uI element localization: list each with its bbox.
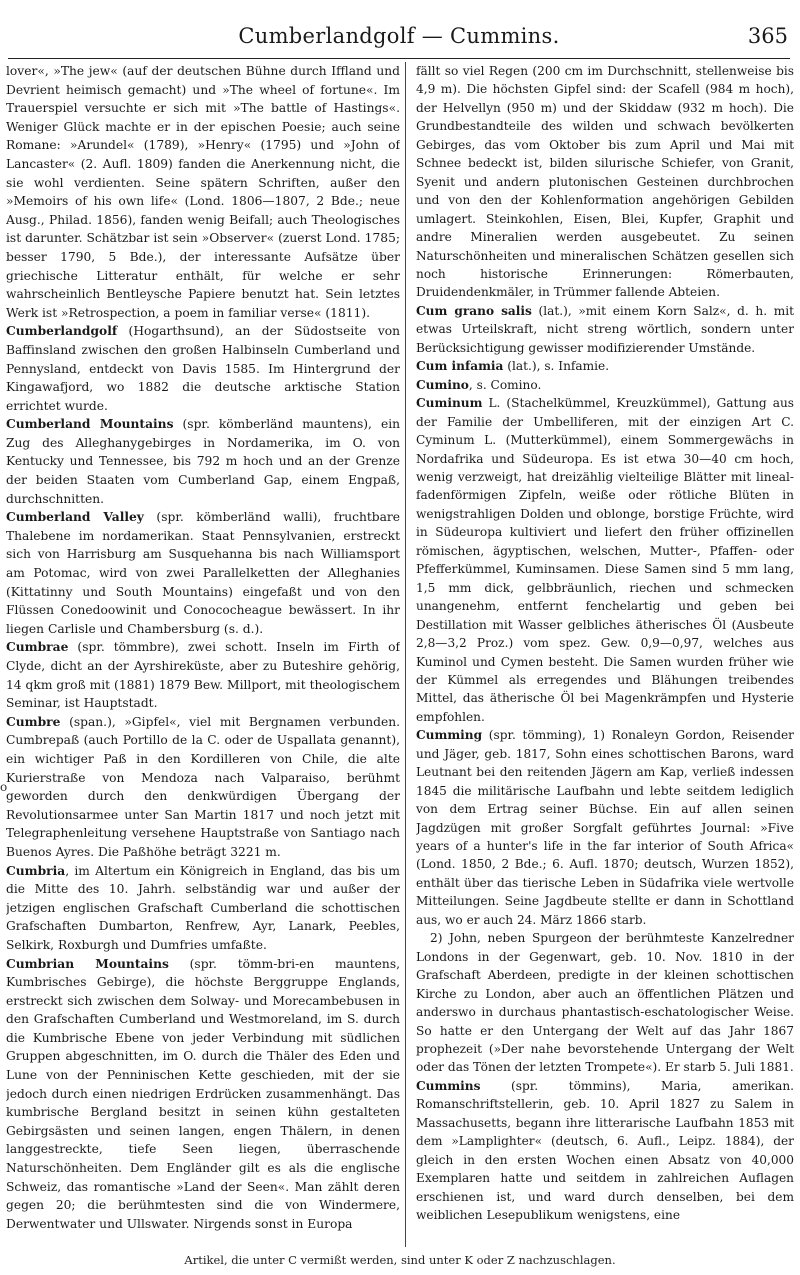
entry-headword: Cumberlandgolf — [6, 323, 118, 339]
dictionary-entry — [416, 394, 794, 726]
dictionary-entry — [6, 638, 400, 712]
entry-text: , im Altertum ein Königreich in England, das bis um die Mitte des 10. Jahrh. selbständig war und außer der jetzigen englischen Grafschaft Cumberland die schottischen Grafschaften Dumbarton, Renfrew, Ayr, Lanark, Peebles, Selkirk, Roxburgh und Dumfries umfaßte. — [6, 863, 400, 952]
dictionary-entry — [6, 62, 400, 322]
text-columns — [6, 62, 794, 1247]
margin-mark: o — [0, 780, 8, 794]
dictionary-entry — [6, 322, 400, 415]
entry-headword: Cuminum — [416, 396, 483, 411]
entry-text: (lat.), »mit einem Korn Salz«, d. h. mit etwas Urteilskraft, nicht streng wörtlich, sondern unter Berücksichtigung gewisser modifizierender Umstände. — [416, 303, 794, 355]
entry-headword: Cummins — [416, 1078, 481, 1093]
page-footer: Artikel, die unter C vermißt werden, sind unter K oder Z nachzuschlagen. — [184, 1253, 616, 1267]
entry-text: (spr. tömm-bri-en mauntens, Kumbrisches Gebirge), die höchste Berggruppe Englands, erstreckt sich zwischen dem Solway- und Morecambebusen in den Grafschaften Cumberland und Westmoreland, im S. durch die Kumbrische Ebene von jeder Verbindung mit südlichen Gruppen abgeschnitten, im O. durch die Thäler des Eden und Lune von der Penninischen Kette geschieden, mit der sie jedoch durch einen niedrigen Erdrücken zusammenhängt. Das kumbrische Bergland besitzt in seinen kühn gestalteten Gebirgsästen und seinen langen, engen Thälern, in denen langgestreckte, tiefe Seen liegen, überraschende Naturschönheiten. Dem Engländer gilt es als die englische Schweiz, das romantische »Land der Seen«. Man zählt deren gegen 20; die berühmtesten sind die von Windermere, Derwentwater und Ullswater. Nirgends sonst in Europa — [6, 956, 400, 1231]
entry-headword: Cumino — [416, 377, 469, 392]
entry-text: (spr. tömmins), Maria, amerikan. Romanschriftstellerin, geb. 10. April 1827 zu Salem in Massachusetts, begann ihre litterarische Laufbahn 1853 mit dem »Lamplighter« (deutsch, 6. Aufl., Leipz. 1884), der gleich in den ersten Wochen einen Absatz von 40,000 Exemplaren hatte und seitdem in zahlreichen Auflagen erschienen ist, und ward durch denselben, bei dem weiblichen Lesepublikum wenigstens, eine — [416, 1078, 794, 1223]
entry-headword: Cumberland Valley — [6, 509, 144, 525]
dictionary-entry — [6, 862, 400, 955]
entry-headword: Cumbrian Mountains — [6, 955, 169, 971]
dictionary-entry — [416, 357, 794, 375]
entry-text: (spr. tömmbre), zwei schott. Inseln im Firth of Clyde, dicht an der Ayrshireküste, aber zu Buteshire gehörig, 14 qkm groß mit (1881) 1879 Bew. Millport, mit theologischem Seminar, ist Hauptstadt. — [6, 640, 400, 711]
entry-headword: Cum grano salis — [416, 303, 532, 318]
entry-headword: Cumberland Mountains — [6, 416, 174, 432]
entry-text: lover«, »The jew« (auf der deutschen Bühne durch Iffland und Devrient heimisch gemacht) und »The wheel of fortune«. Im Trauerspiel versuchte er sich mit »The battle of Hastings«. Weniger Glück machte er in der epischen Poesie; auch seine Romane: »Arundel« (1789), »Henry« (1795) und »John of Lancaster« (2. Aufl. 1809) fanden die Anerkennung nicht, die sie wohl verdienten. Seine spätern Schriften, außer den »Memoirs of his own life« (Lond. 1806—1807, 2 Bde.; neue Ausg., Philad. 1856), fanden wenig Beifall; auch Theologisches ist darunter. Schätzbar ist sein »Observer« (zuerst Lond. 1785; besser 1790, 5 Bde.), der interessante Aufsätze über griechische Litteratur enthält, für welche er sehr wahrscheinlich Bentleysche Papiere benutzt hat. Sein letztes Werk ist »Retrospection, a poem in familiar verse« (1811). — [6, 64, 400, 320]
running-title: Cumberlandgolf — Cummins. — [238, 24, 560, 48]
entry-text: L. (Stachelkümmel, Kreuzkümmel), Gattung aus der Familie der Umbelliferen, mit der einzigen Art C. Cyminum L. (Mutterkümmel), einem Sommergewächs in Nordafrika und Südeuropa. Es ist etwa 30—40 cm hoch, wenig verzweigt, hat dreizählig vielteilige Blätter mit lineal-fadenförmigen Zipfeln, weiße oder rötliche Blüten in wenigstrahligen Dolden und oblonge, borstige Früchte, wird in Südeuropa kultiviert und liefert den früher offizinellen römischen, ägyptischen, welschen, Mutter-, Pfaffen- oder Pfefferkümmel, Kuminsamen. Diese Samen sind 5 mm lang, 1,5 mm dick, gelbbräunlich, riechen und schmecken unangenehm, entfernt fenchelartig und geben bei Destillation mit Wasser gelbliches ätherisches Öl (Ausbeute 2,8—3,2 Proz.) vom spez. Gew. 0,9—0,97, welches aus Kuminol und Cymen besteht. Die Samen wurden früher wie der Kümmel als erregendes und Blähungen treibendes Mittel, das ätherische Öl bei Magenkrämpfen und Hysterie empfohlen. — [416, 396, 794, 724]
dictionary-entry — [6, 508, 400, 638]
entry-headword: Cumbre — [6, 713, 61, 729]
dictionary-entry — [416, 726, 794, 929]
dictionary-entry — [416, 1077, 794, 1225]
dictionary-entry — [6, 955, 400, 1234]
entry-text: (lat.), s. Infamie. — [503, 359, 610, 374]
dictionary-entry — [6, 415, 400, 508]
page-header — [8, 22, 790, 59]
dictionary-entry — [416, 62, 794, 302]
entry-text: fällt so viel Regen (200 cm im Durchschnitt, stellenweise bis 4,9 m). Die höchsten Gipfel sind: der Scafell (984 m hoch), der Helvellyn (950 m) und der Skiddaw (932 m hoch). Die Grundbestandteile des wilden und schwach bevölkerten Gebirges, das vom Oktober bis zum April und Mai mit Schnee bedeckt ist, bilden silurische Schiefer, von Granit, Syenit und andern plutonischen Gesteinen durchbrochen und von den der Kohlenformation angehörigen Gebilden umlagert. Steinkohlen, Eisen, Blei, Kupfer, Graphit und andre Mineralien werden ausgebeutet. Zu seinen Naturschönheiten und mineralischen Schätzen gesellen sich noch historische Erinnerungen: Römerbauten, Druidendenkmäler, in Trümmer fallende Abteien. — [416, 64, 794, 300]
entry-text: (Hogarthsund), an der Südostseite von Baffinsland zwischen den großen Halbinseln Cumberland und Pennysland, entdeckt von Davis 1585. Im Hintergrund der Kingawafjord, wo 1882 die deutsche arktische Station errichtet wurde. — [6, 324, 400, 413]
left-column — [6, 62, 400, 1247]
column-divider — [405, 62, 406, 1247]
entry-text: (span.), »Gipfel«, viel mit Bergnamen verbunden. Cumbrepaß (auch Portillo de la C. oder de Uspallata genannt), ein wichtiger Paß in den Kordilleren von Chile, die alte Kurierstraße von Mendoza nach Valparaiso, berühmt geworden durch den denkwürdigen Übergang der Revolutionsarmee unter San Martin 1817 und noch jetzt mit Telegraphenleitung versehene Hauptstraße von Santiago nach Buenos Ayres. Die Paßhöhe beträgt 3221 m. — [6, 714, 400, 859]
entry-text: 2) John, neben Spurgeon der berühmteste Kanzelredner Londons in der Gegenwart, geb. 10. Nov. 1810 in der Grafschaft Aberdeen, predigte in der kleinen schottischen Kirche zu London, aber auch an öffentlichen Plätzen und anderswo in durchaus phantastisch-eschatologischer Weise. So hatte er den Untergang der Welt auf das Jahr 1867 prophezeit (»Der nahe bevorstehende Untergang der Welt oder das Tönen der letzten Trompete«). Er starb 5. Juli 1881. — [416, 931, 794, 1075]
entry-headword: Cumbrae — [6, 639, 69, 655]
right-column — [416, 62, 794, 1247]
entry-text: (spr. kömberländ mauntens), ein Zug des Alleghanygebirges in Nordamerika, im O. von Kentucky und Tennessee, bis 792 m hoch und an der Grenze der beiden Staaten vom Cumberland Gap, einem Engpaß, durchschnitten. — [6, 417, 400, 506]
entry-text: (spr. tömming), 1) Ronaleyn Gordon, Reisender und Jäger, geb. 1817, Sohn eines schottischen Barons, ward Leutnant bei den reitenden Jägern am Kap, verließ indessen 1845 die militärische Laufbahn und lebte seitdem lediglich von dem Ertrag seiner Büchse. Ein auf allen seinen Jagdzügen mit großer Sorgfalt geführtes Journal: »Five years of a hunter's life in the far interior of South Africa« (Lond. 1850, 2 Bde.; 6. Aufl. 1870; deutsch, Wurzen 1852), enthält über das tierische Leben in Südafrika viele wertvolle Mitteilungen. Seine Jagdbeute stellte er dann in Schottland aus, wo er auch 24. März 1866 starb. — [416, 728, 794, 927]
entry-headword: Cumbria — [6, 862, 66, 878]
entry-text: , s. Comino. — [468, 377, 542, 392]
dictionary-entry — [416, 929, 794, 1077]
entry-headword: Cumming — [416, 728, 483, 743]
entry-headword: Cum infamia — [416, 359, 504, 374]
dictionary-entry — [416, 376, 794, 394]
dictionary-entry — [6, 713, 400, 862]
dictionary-entry — [416, 302, 794, 357]
entry-text: (spr. kömberländ walli), fruchtbare Thalebene im nordamerikan. Staat Pennsylvanien, erstreckt sich von Harrisburg am Susquehanna bis nach Williamsport am Potomac, wird von zwei Parallelketten der Alleghanies (Kittatinny und South Mountains) eingefaßt und von den Flüssen Conedoowinit und Conococheague bewässert. In ihr liegen Carlisle und Chambersburg (s. d.). — [6, 510, 400, 636]
page-number: 365 — [747, 24, 788, 48]
